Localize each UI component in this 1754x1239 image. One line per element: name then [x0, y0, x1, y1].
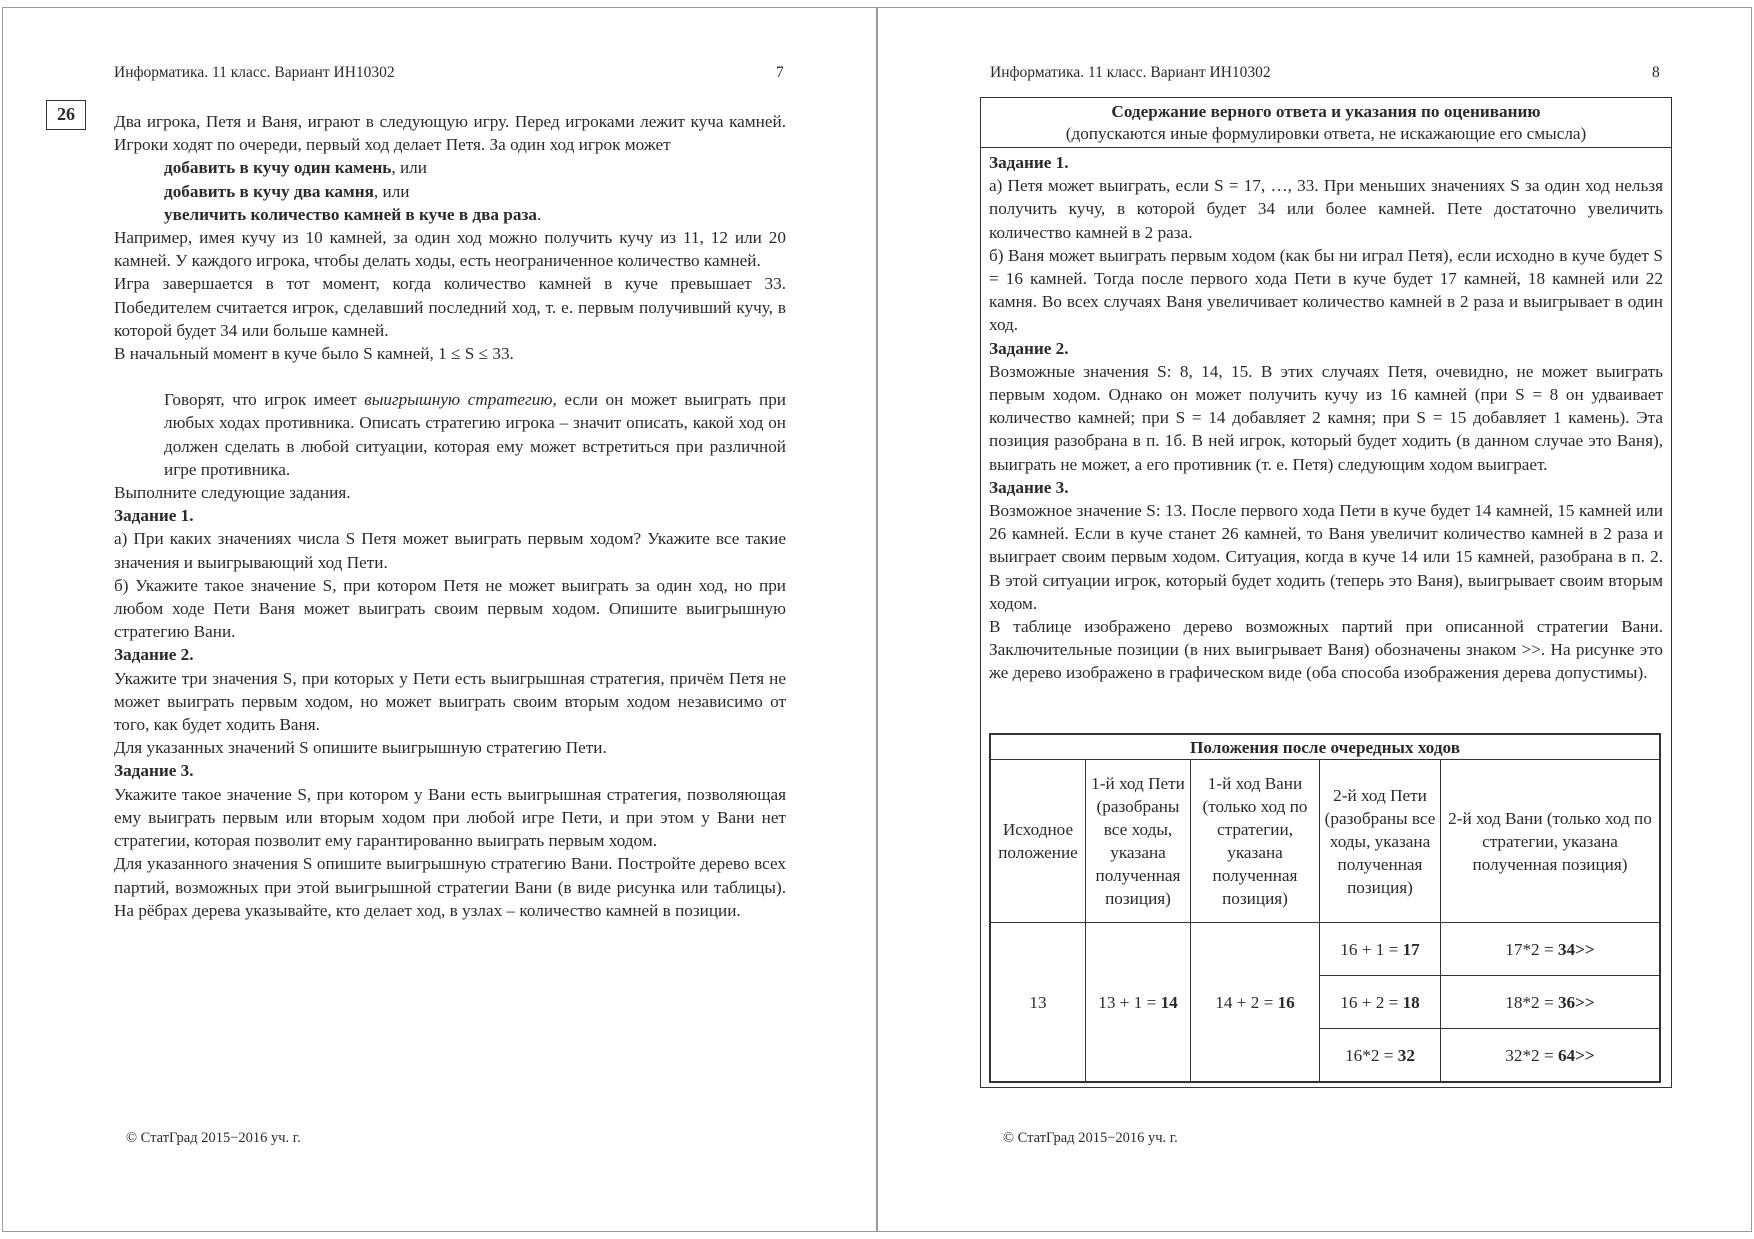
header-petya-1: 1-й ход Пети (разобраны все ходы, указана полученная позиция) [1086, 760, 1191, 923]
table-header-row [991, 760, 1660, 923]
move-rule-1 [114, 156, 786, 179]
left-body [114, 110, 786, 922]
move-rule-2-tail: , или [373, 181, 410, 201]
strategy-post: , если он может выиграть при любых ходах противника. Описать стратегию игрока – значит описать, какой ход он должен сделать в любой ситуации, которая ему может встретиться при различной игре противника. [164, 390, 786, 479]
vanya2-cell [1441, 923, 1660, 976]
z2-text: Возможные значения S: 8, 14, 15. В этих случаях Петя, очевидно, не может выиграть первым ходом. Однако он может получить кучу из 16 камней (при S = 8 он удваивает количество камней; при S = 14 добавляет 2 камня; при S = 15 добавляет 1 камень). Эта позиция разобрана в п. 1б. В ней игрок, который будет ходить (в данном случае это Ваня), выиграть не может, а его противник (т. е. Петя) следующим ходом выиграет. [989, 361, 1663, 474]
right-page-footer: © СтатГрад 2015−2016 уч. г. [1003, 1130, 1178, 1146]
move-rule-2 [114, 180, 786, 203]
header-vanya-1: 1-й ход Вани (только ход по стратегии, указана полученная позиция) [1191, 760, 1320, 923]
z1-title: Задание 1. [989, 153, 1069, 172]
petya1-expr: 13 + 1 = [1098, 992, 1161, 1012]
end-rule-paragraph: Игра завершается в тот момент, когда количество камней в куче превышает 33. Победителем считается игрок, сделавший последний ход, т. е. первым получивший кучу, в которой будет 34 или больше камней. [114, 274, 786, 340]
petya2-result: 17 [1402, 939, 1420, 959]
petya2-cell [1320, 976, 1441, 1029]
answer-body [989, 151, 1663, 685]
z3-text: Возможное значение S: 13. После первого хода Пети в куче будет 14 камней, 15 камней или 26 камней. Если в куче станет 26 камней, то Ваня увеличит количество камней в 2 раза и выиграет своим первым ходом. Ситуация, когда в куче 14 или 15 камней, разобрана в п. 2. В этой ситуации игрок, который будет ходить (теперь это Ваня), выигрывает своим вторым ходом. [989, 501, 1663, 613]
petya2-expr: 16 + 2 = [1340, 992, 1403, 1012]
positions-table-wrap [989, 733, 1661, 1083]
vanya2-expr: 32*2 = [1505, 1045, 1558, 1065]
petya2-expr: 16*2 = [1345, 1045, 1398, 1065]
answer-frame [980, 97, 1672, 1088]
z3-table-note: В таблице изображено дерево возможных партий при описанной стратегии Вани. Заключительные позиции (в них выигрывает Ваня) обозначены знаком >>. На рисунке это же дерево изображено в графическом виде (оба способа изображения дерева допустимы). [989, 617, 1663, 683]
table-caption: Положения после очередных ходов [991, 735, 1660, 760]
answer-header [981, 98, 1671, 148]
positions-table [990, 734, 1660, 1082]
right-page-number: 8 [1652, 64, 1660, 81]
left-page-header: Информатика. 11 класс. Вариант ИН10302 [114, 64, 395, 81]
spacer [114, 365, 786, 388]
header-petya-2: 2-й ход Пети (разобраны все ходы, указана полученная позиция) [1320, 760, 1441, 923]
vanya2-cell [1441, 976, 1660, 1029]
vanya1-cell [1191, 923, 1320, 1082]
header-start: Исходное положение [991, 760, 1086, 923]
petya2-expr: 16 + 1 = [1340, 939, 1403, 959]
task2-text: Укажите три значения S, при которых у Пети есть выигрышная стратегия, причём Петя не может выиграть первым ходом, но может выиграть своим вторым ходом независимо от того, как будет ходить Ваня. [114, 668, 786, 735]
initial-paragraph: В начальный момент в куче было S камней, 1 ≤ S ≤ 33. [114, 344, 514, 364]
task1-title: Задание 1. [114, 506, 194, 526]
answer-title: Содержание верного ответа и указания по оцениванию [1111, 102, 1541, 121]
vanya2-result: 36>> [1557, 992, 1595, 1012]
z1-b: б) Ваня может выиграть первым ходом (как бы ни играл Петя), если исходно в куче будет S = 16 камней. Тогда после первого хода Пети в куче будет 17 камней, 18 камней или 22 камня. Во всех случаях Ваня увеличивает количество камней в 2 раза и выигрывает в один ход. [989, 245, 1663, 335]
right-page-header: Информатика. 11 класс. Вариант ИН10302 [990, 64, 1271, 81]
move-rule-3-tail: . [536, 204, 542, 224]
vanya2-expr: 17*2 = [1505, 939, 1558, 959]
strategy-term: выигрышную стратегию [364, 390, 553, 410]
left-page-footer: © СтатГрад 2015−2016 уч. г. [126, 1130, 301, 1146]
table-row [991, 923, 1660, 976]
task3-title: Задание 3. [114, 761, 194, 781]
petya2-result: 18 [1402, 992, 1420, 1012]
task3-text: Укажите такое значение S, при котором у Вани есть выигрышная стратегия, позволяющая ему выиграть первым или вторым ходом при любой игре Пети, и при этом у Вани нет стратегии, которая позволит ему гарантированно выиграть первым ходом. [114, 784, 786, 851]
petya2-result: 32 [1397, 1045, 1415, 1065]
strategy-paragraph [114, 388, 786, 481]
move-rule-2-bold: добавить в кучу два камня [164, 181, 374, 201]
strategy-pre: Говорят, что игрок имеет [164, 390, 365, 410]
vanya2-result: 34>> [1557, 939, 1595, 959]
vanya1-result: 16 [1277, 992, 1295, 1012]
task3-text2: Для указанного значения S опишите выигрышную стратегию Вани. Постройте дерево всех партий, возможных при этой выигрышной стратегии Вани (в виде рисунка или таблицы). На рёбрах дерева указывайте, кто делает ход, в узлах – количество камней в позиции. [114, 854, 786, 920]
task2-text2: Для указанных значений S опишите выигрышную стратегию Пети. [114, 738, 607, 758]
task1-b: б) Укажите такое значение S, при котором Петя не может выиграть за один ход, но при любом ходе Пети Ваня может выиграть своим первым ходом. Опишите выигрышную стратегию Вани. [114, 575, 786, 642]
intro-paragraph: Два игрока, Петя и Ваня, играют в следующую игру. Перед игроками лежит куча камней. Игроки ходят по очереди, первый ход делает Петя. За один ход игрок может [114, 112, 786, 155]
z2-title: Задание 2. [989, 338, 1069, 358]
z1-a: а) Петя может выиграть, если S = 17, …, 33. При меньших значениях S за один ход нельзя получить кучу, в которой будет 34 или более камней. Пете достаточно увеличить количество камней в 2 раза. [989, 176, 1663, 242]
table-caption-row [991, 735, 1660, 760]
petya2-cell [1320, 1029, 1441, 1082]
petya2-cell [1320, 923, 1441, 976]
move-rule-1-tail: , или [391, 158, 427, 178]
move-rule-1-bold: добавить в кучу один камень [164, 158, 392, 178]
task2-title: Задание 2. [114, 645, 194, 665]
task-number-box: 26 [46, 100, 86, 130]
do-tasks-line: Выполните следующие задания. [114, 483, 351, 503]
vanya2-cell [1441, 1029, 1660, 1082]
vanya1-expr: 14 + 2 = [1215, 992, 1278, 1012]
move-rule-3 [114, 203, 786, 226]
petya1-cell [1086, 923, 1191, 1082]
petya1-result: 14 [1160, 992, 1178, 1012]
header-vanya-2: 2-й ход Вани (только ход по стратегии, указана полученная позиция) [1441, 760, 1660, 923]
start-cell: 13 [991, 923, 1086, 1082]
example-paragraph: Например, имея кучу из 10 камней, за один ход можно получить кучу из 11, 12 или 20 камней. У каждого игрока, чтобы делать ходы, есть неограниченное количество камней. [114, 228, 786, 271]
move-rule-3-bold: увеличить количество камней в куче в два раза [164, 204, 537, 224]
answer-subtitle: (допускаются иные формулировки ответа, не искажающие его смысла) [1065, 124, 1587, 143]
task1-a: а) При каких значениях числа S Петя может выиграть первым ходом? Укажите все такие значения и выигрывающий ход Пети. [114, 529, 786, 572]
vanya2-expr: 18*2 = [1505, 992, 1558, 1012]
z3-title: Задание 3. [989, 477, 1069, 497]
vanya2-result: 64>> [1557, 1045, 1595, 1065]
left-page-number: 7 [776, 64, 784, 81]
